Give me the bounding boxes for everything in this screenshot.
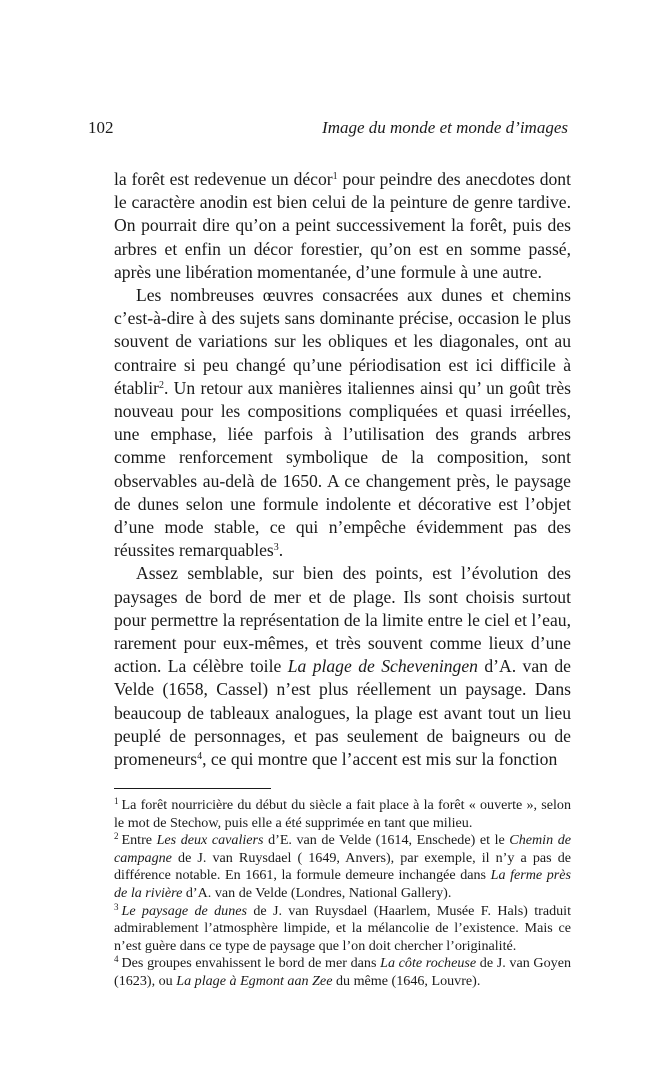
footnote-4-text-c: du même (1646, Louvre). (332, 972, 481, 989)
footnote-2-title-2: Chemin de campagne (114, 832, 571, 866)
footnote-2 (114, 832, 571, 902)
footnote-ref-3: 3 (273, 542, 279, 554)
paragraph-2 (114, 284, 571, 562)
paragraph-2-text-c: . (278, 540, 284, 561)
paragraph-1-text-b: pour peindre des anecdotes dont le caractère anodin est bien celui de la peinture de genre tardive. On pourrait dire qu’on a peint successivement la forêt, puis des arbres et enfin un décor forestier, qu’on est en somme passé, après une libération momentanée, d’une formule à une autre. (114, 169, 571, 282)
footnote-4-text-b: de J. van Goyen (1623), ou (114, 955, 571, 989)
footnote-2-title-3: La ferme près de la rivière (114, 867, 572, 901)
footnote-2-text-b: d’E. van de Velde (1614, Enschede) et le (263, 832, 510, 849)
body-text (114, 168, 571, 771)
footnote-ref-4: 4 (197, 751, 203, 763)
footnote-4-title-1: La côte rocheuse (380, 955, 477, 972)
footnote-1 (114, 797, 571, 832)
footnote-4-text-a: Des groupes envahissent le bord de mer dans (121, 955, 381, 972)
footnote-4 (114, 955, 571, 990)
paragraph-3-text-b: d’A. van de Velde (1658, Cassel) n’est plus réellement un paysage. Dans beaucoup de tableaux analogues, la plage est avant tout un lieu peuplé de personnages, et pas seulement de baigneurs ou de promeneurs (114, 656, 571, 770)
paragraph-3-text-a: Assez semblable, sur bien des points, est l’évolution des paysages de bord de mer et de plage. Ils sont choisis surtout pour permettre la représentation de la limite entre le ciel et l’eau, rarement pour eux-mêmes, et très souvent comme lieux d’une action. La célèbre toile (114, 563, 571, 677)
paragraph-3 (114, 562, 571, 771)
paragraph-1-text-a: la forêt est redevenue un décor (114, 169, 333, 189)
footnote-3-title-1: Le paysage de dunes (121, 902, 247, 919)
footnote-ref-1: 1 (332, 171, 338, 182)
footnote-2-text-c: de J. van Ruysdael ( 1649, Anvers), par exemple, il n’y a pas de différence notable. En 1661, la formule demeure inchangée dans (114, 849, 571, 884)
footnote-4-title-2: La plage à Egmont aan Zee (176, 972, 333, 989)
page-number: 102 (88, 118, 114, 137)
paragraph-3-artwork-title: La plage de Scheveningen (287, 656, 478, 677)
footnote-2-title-1: Les deux cavaliers (156, 832, 264, 849)
paragraph-2-text-b: . Un retour aux manières italiennes ainsi qu’ un goût très nouveau pour les compositions compliquées et quasi irréelles, une emphase, liée parfois à l’utilisation des grands arbres comme renforcement symbolique de la composition, sont observables au-delà de 1650. A ce changement près, le paysage de dunes selon une formule indolente et décorative est l’objet d’une mode stable, ce qui n’empêche évidemment pas des réussites remarquables (114, 377, 571, 561)
footnote-3-text-a: de J. van Ruysdael (Haarlem, Musée F. Hals) traduit admirablement l’atmosphère limpide, et la mélancolie de l’existence. Mais ce n’est guère dans ce type de paysage que l’on doit chercher l’originalité. (114, 902, 571, 954)
footnote-3 (114, 903, 571, 956)
paragraph-1 (114, 168, 571, 284)
footnote-3-number: 3 (114, 901, 119, 912)
paragraph-3-text-c: , ce qui montre que l’accent est mis sur la fonction (202, 749, 558, 770)
running-title: Image du monde et monde d’images (322, 118, 568, 137)
footnotes (114, 797, 571, 991)
footnote-4-number: 4 (114, 954, 119, 965)
footnote-2-number: 2 (114, 831, 119, 842)
paragraph-2-text-a: Les nombreuses œuvres consacrées aux dunes et chemins c’est-à-dire à des sujets sans dominante précise, occasion le plus souvent de variations sur les obliques et les diagonales, ont au contraire si peu changé qu’une périodisation est ici difficile à établir (114, 285, 571, 398)
footnote-ref-2: 2 (158, 379, 164, 391)
footnote-1-text: La forêt nourricière du début du siècle a fait place à la forêt « ouverte », selon le mot de Stechow, puis elle a été supprimée en tant que milieu. (114, 797, 571, 831)
footnote-1-number: 1 (114, 796, 119, 806)
footnote-2-text-d: d’A. van de Velde (Londres, National Gallery). (182, 884, 452, 901)
footnote-2-text-a: Entre (121, 832, 157, 849)
footnote-separator (114, 788, 271, 789)
